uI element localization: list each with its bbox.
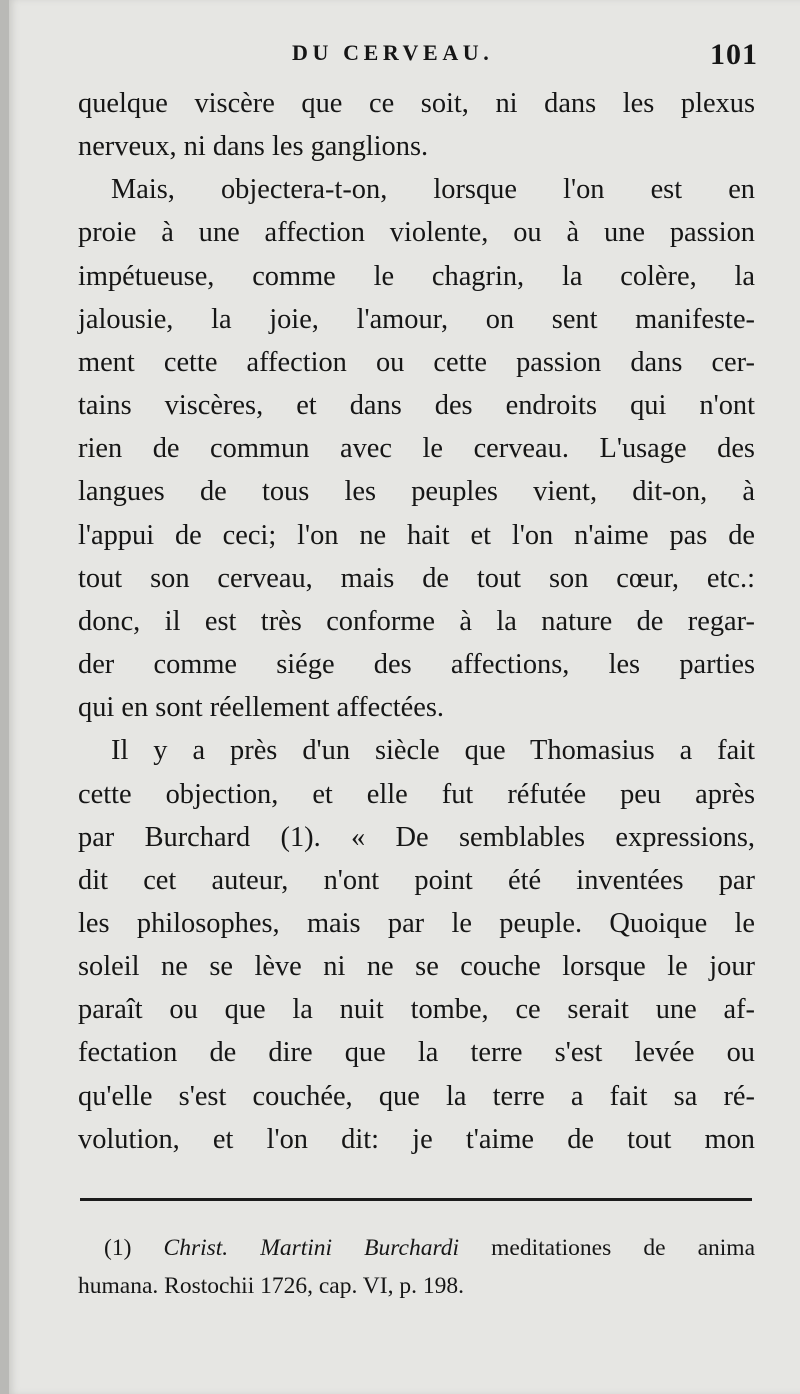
footnote-line: humana. Rostochii 1726, cap. VI, p. 198. (78, 1273, 464, 1299)
text-line: tains viscères, et dans des endroits qui n'ont (78, 390, 755, 422)
text-line: jalousie, la joie, l'amour, on sent manifeste- (78, 303, 755, 335)
text-line: impétueuse, comme le chagrin, la colère, la (78, 260, 755, 292)
text-line: langues de tous les peuples vient, dit-on, à (78, 476, 755, 508)
text-line: proie à une affection violente, ou à une passion (78, 217, 755, 249)
footnote-rule (80, 1198, 752, 1201)
text-line: paraît ou que la nuit tombe, ce serait une af- (78, 994, 755, 1026)
text-line: nerveux, ni dans les ganglions. (78, 131, 429, 163)
footnote-line (78, 1229, 755, 1267)
text-line: fectation de dire que la terre s'est levée ou (78, 1037, 755, 1069)
footnote-author: Christ. Martini Burchardi (163, 1235, 460, 1261)
text-line: ment cette affection ou cette passion dans cer- (78, 346, 755, 378)
text-line: par Burchard (1). « De semblables expressions, (78, 821, 755, 853)
footnote (78, 1229, 755, 1305)
text-line: dit cet auteur, n'ont point été inventées par (78, 864, 755, 896)
paragraph-start-line: Mais, objectera-t-on, lorsque l'on est en (111, 174, 755, 206)
text-line: der comme siége des affections, les parties (78, 649, 755, 681)
text-line: soleil ne se lève ni ne se couche lorsque le jour (78, 951, 755, 983)
text-line: les philosophes, mais par le peuple. Quoique le (78, 907, 755, 939)
text-line: l'appui de ceci; l'on ne hait et l'on n'aime pas de (78, 519, 755, 551)
text-line: tout son cerveau, mais de tout son cœur, etc.: (78, 562, 755, 594)
running-head: DU CERVEAU. (292, 40, 494, 65)
main-text (78, 82, 755, 1161)
text-line: qu'elle s'est couchée, que la terre a fait sa ré- (78, 1080, 755, 1112)
page-header (78, 38, 760, 78)
page-number: 101 (710, 38, 758, 71)
text-line: cette objection, et elle fut réfutée peu après (78, 778, 755, 810)
text-line: quelque viscère que ce soit, ni dans les plexus (78, 88, 755, 119)
text-line: donc, il est très conforme à la nature de regar- (78, 605, 755, 637)
footnote-title: meditationes de anima (491, 1235, 756, 1261)
text-line: rien de commun avec le cerveau. L'usage des (78, 433, 755, 465)
footnote-marker: (1) (104, 1235, 132, 1261)
text-line: volution, et l'on dit: je t'aime de tout mon (78, 1123, 755, 1155)
text-line: qui en sont réellement affectées. (78, 692, 445, 724)
paragraph-start-line: Il y a près d'un siècle que Thomasius a fait (111, 735, 755, 767)
